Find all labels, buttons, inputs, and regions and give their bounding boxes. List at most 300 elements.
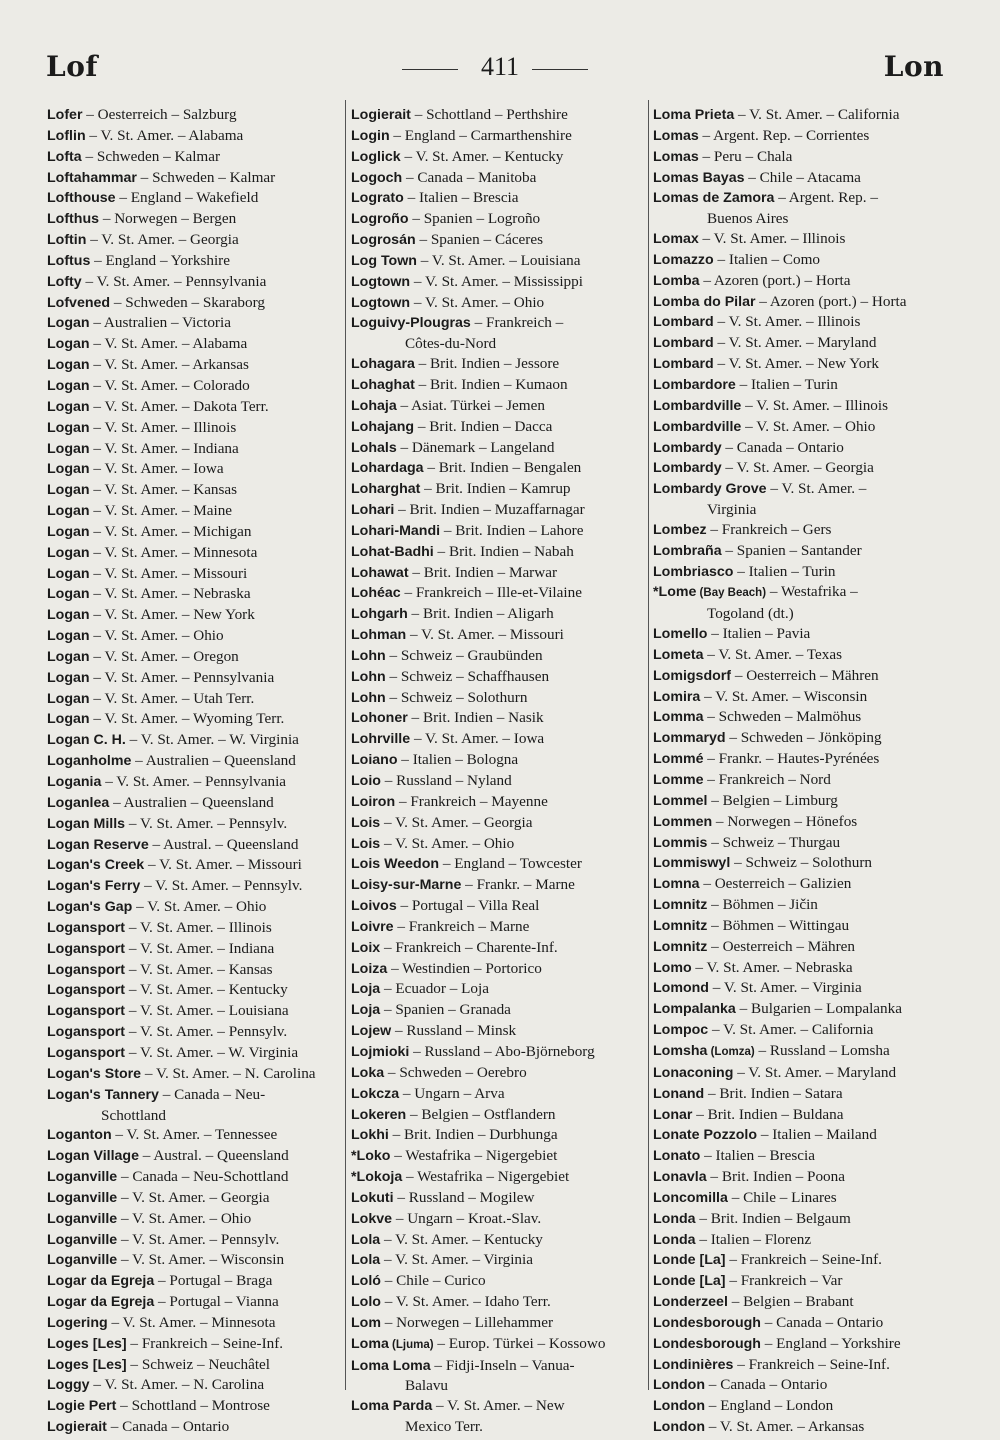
- place-name: Lohajang: [351, 418, 415, 435]
- place-location: – Schweden – Jönköping: [725, 729, 882, 747]
- place-location: – Belgien – Ostflandern: [406, 1105, 556, 1123]
- place-name: Loganton: [47, 1127, 112, 1144]
- place-name: Lojew: [351, 1023, 392, 1040]
- place-name: Lohn: [351, 647, 386, 664]
- place-location: – Schweiz – Graubünden: [385, 646, 543, 664]
- gazetteer-entry: [47, 1001, 340, 1022]
- place-location: – Spanien – Santander: [721, 541, 862, 559]
- gazetteer-entry: [47, 1250, 340, 1271]
- gazetteer-entry: [351, 563, 646, 584]
- gazetteer-entry: [653, 1209, 953, 1230]
- place-location: – V. St. Amer. – W. Virginia: [125, 1043, 299, 1061]
- place-location: – V. St. Amer. – Missouri: [89, 564, 248, 582]
- gazetteer-entry: [653, 1020, 953, 1041]
- gazetteer-entry: [653, 1230, 953, 1251]
- gazetteer-entry: [653, 812, 953, 833]
- place-location: – Canada – Neu-Schottland: [117, 1168, 289, 1186]
- place-name: Lohardaga: [351, 460, 424, 477]
- gazetteer-entry: [653, 1146, 953, 1167]
- entry-continuation: Côtes-du-Nord: [405, 335, 497, 353]
- place-location: – Westafrika –: [766, 583, 858, 601]
- place-name: Logan Village: [47, 1148, 139, 1165]
- place-name: Lohrville: [351, 731, 411, 748]
- place-name: Loguivy-Plougras: [351, 315, 471, 332]
- place-name: Londinières: [653, 1356, 734, 1373]
- gazetteer-entry: [351, 1042, 646, 1063]
- running-head-right: Lon: [883, 50, 944, 83]
- gazetteer-entry: [653, 1105, 953, 1126]
- gazetteer-entry: [653, 895, 953, 916]
- place-name: Lofty: [47, 273, 82, 290]
- place-location: – V. St. Amer. – Georgia: [86, 231, 239, 249]
- gazetteer-entry: [47, 1125, 340, 1146]
- header-rule-right: [532, 69, 588, 70]
- gazetteer-entry: [653, 105, 953, 126]
- place-name: London: [653, 1398, 705, 1415]
- gazetteer-entry: [47, 313, 340, 334]
- place-location: – Brit. Indien – Muzaffarnagar: [394, 501, 585, 519]
- gazetteer-entry: [351, 313, 646, 334]
- place-name: Lois: [351, 835, 381, 852]
- place-location: – Schweden – Kalmar: [136, 168, 276, 186]
- gazetteer-entry: [47, 1146, 340, 1167]
- place-name: Logie Pert: [47, 1398, 117, 1415]
- gazetteer-entry: [47, 418, 340, 439]
- place-location: – Frankreich – Gers: [706, 520, 832, 538]
- place-location: – V. St. Amer. – N. Carolina: [141, 1064, 316, 1082]
- place-location: – Oesterreich – Mähren: [707, 937, 855, 955]
- place-location: – V. St. Amer. – Kansas: [89, 481, 238, 499]
- place-name: Lom: [351, 1314, 381, 1331]
- place-location: – V. St. Amer. – Georgia: [380, 813, 533, 831]
- place-location: – Italien – Pavia: [707, 625, 811, 643]
- gazetteer-entry: [47, 1271, 340, 1292]
- place-location: – Brit. Indien – Satara: [704, 1084, 843, 1102]
- gazetteer-entry: [653, 438, 953, 459]
- gazetteer-entry: [47, 251, 340, 272]
- place-location: – Chile – Curico: [380, 1272, 486, 1290]
- place-location: – Frankreich – Seine-Inf.: [126, 1334, 284, 1352]
- place-name: Loges [Les]: [47, 1356, 127, 1373]
- place-location: – V. St. Amer. – Oregon: [89, 647, 239, 665]
- place-name: Lombardy Grove: [653, 481, 767, 498]
- place-location: – Schottland – Perthshire: [410, 106, 568, 123]
- gazetteer-entry: [653, 1334, 953, 1355]
- place-location: – V. St. Amer. – New: [432, 1397, 565, 1415]
- gazetteer-entry: [653, 853, 953, 874]
- gazetteer-entry: [47, 397, 340, 418]
- place-location: – Austral. – Queensland: [138, 1147, 289, 1165]
- gazetteer-entry: [47, 793, 340, 814]
- place-location: – Schweiz – Neuchâtel: [126, 1355, 271, 1373]
- entry-continuation: Balavu: [405, 1377, 449, 1395]
- gazetteer-entry: [653, 728, 953, 749]
- gazetteer-entry: [653, 1417, 953, 1438]
- place-name: Lois Weedon: [351, 856, 440, 873]
- place-location: – Brit. Indien – Jessore: [414, 355, 560, 373]
- place-location: – Italien – Florenz: [695, 1230, 812, 1248]
- gazetteer-entry: [351, 479, 646, 500]
- gazetteer-entry: [47, 1375, 340, 1396]
- place-name: Logroño: [351, 211, 409, 228]
- place-location: – Canada – Ontario: [721, 438, 844, 456]
- place-name: Lohat-Badhi: [351, 543, 434, 560]
- place-location: – V. St. Amer. – Illinois: [125, 918, 272, 936]
- gazetteer-entry: [351, 521, 646, 542]
- place-location: – Canada – Ontario: [760, 1313, 884, 1331]
- alt-name: (Bay Beach): [696, 587, 767, 600]
- place-name: Lombardville: [653, 397, 742, 414]
- place-name: Logansport: [47, 1003, 126, 1020]
- place-location: – Russland – Mogilew: [393, 1188, 535, 1206]
- place-name: Lohoner: [351, 710, 408, 727]
- place-name: Lombardville: [653, 418, 742, 435]
- place-name: Loganville: [47, 1231, 118, 1248]
- gazetteer-entry: [653, 1396, 953, 1417]
- place-name: Logan: [47, 357, 90, 374]
- column-divider: [648, 100, 649, 1390]
- gazetteer-entry: [653, 562, 953, 583]
- place-location: – V. St. Amer. – Michigan: [89, 522, 252, 540]
- gazetteer-entry: [653, 1167, 953, 1188]
- place-name: Londa: [653, 1231, 696, 1248]
- place-name: Loivre: [351, 918, 394, 935]
- gazetteer-entry: [351, 1250, 646, 1271]
- gazetteer-entry: [653, 250, 953, 271]
- place-location: – V. St. Amer. – Pennsylv.: [117, 1230, 280, 1248]
- place-name: Logan: [47, 711, 90, 728]
- place-name: Logan: [47, 586, 90, 603]
- gazetteer-entry: [47, 1355, 340, 1376]
- place-location: – Brit. Indien – Belgaum: [695, 1209, 851, 1227]
- gazetteer-entry: [351, 458, 646, 479]
- place-location: – V. St. Amer. – Tennessee: [111, 1126, 278, 1144]
- gazetteer-entry: [47, 1085, 340, 1106]
- place-name: Logan: [47, 690, 90, 707]
- place-name: Logansport: [47, 1044, 126, 1061]
- gazetteer-entry: [47, 897, 340, 918]
- place-location: – V. St. Amer. – Minnesota: [89, 543, 258, 561]
- place-location: – V. St. Amer. – Missouri: [406, 626, 564, 644]
- place-location: – Frankreich – Marne: [393, 917, 530, 935]
- place-location: – Austral. – Queensland: [148, 835, 299, 853]
- place-location: – Oesterreich – Mähren: [731, 666, 879, 684]
- gazetteer-entry: [47, 918, 340, 939]
- place-location: – Brit. Indien – Durbhunga: [388, 1126, 558, 1144]
- place-name: Lommel: [653, 792, 708, 809]
- place-location: – Ungarn – Kroat.-Slav.: [392, 1209, 542, 1227]
- gazetteer-entry: [47, 272, 340, 293]
- gazetteer-entry: [47, 668, 340, 689]
- place-location: – V. St. Amer. – Maryland: [733, 1063, 897, 1081]
- place-location: – V. St. Amer. – Iowa: [89, 460, 224, 478]
- place-location: – England – Towcester: [439, 855, 582, 873]
- place-location: – V. St. Amer. – Louisiana: [125, 1002, 289, 1020]
- gazetteer-entry: [653, 999, 953, 1020]
- place-name: Lokuti: [351, 1189, 394, 1206]
- place-name: Lohéac: [351, 585, 401, 602]
- gazetteer-entry: [47, 814, 340, 835]
- place-location: – England – Carmarthenshire: [389, 126, 572, 144]
- place-name: Loja: [351, 981, 381, 998]
- place-location: – Frankreich – Seine-Inf.: [733, 1355, 890, 1373]
- gazetteer-entry: [351, 625, 646, 646]
- place-name: Loiron: [351, 793, 396, 810]
- place-location: – Spanien – Granada: [380, 1001, 511, 1019]
- place-name: Logan C. H.: [47, 732, 126, 749]
- place-location: – Norwegen – Hönefos: [712, 812, 858, 830]
- place-location: – V. St. Amer. – Virginia: [380, 1251, 533, 1269]
- place-location: – Bulgarien – Lompalanka: [735, 1000, 902, 1018]
- place-location: – Frankreich – Var: [725, 1272, 843, 1290]
- gazetteer-entry: [351, 771, 646, 792]
- place-name: Logering: [47, 1314, 108, 1331]
- place-location: – V. St. Amer. – Indiana: [125, 939, 275, 957]
- place-location: – Brit. Indien – Kamrup: [420, 480, 571, 498]
- place-location: – V. St. Amer. – Louisiana: [416, 251, 581, 269]
- place-location: – Brit. Indien – Lahore: [440, 521, 584, 539]
- page-number: 411: [480, 52, 520, 81]
- place-name: Lomas Bayas: [653, 169, 745, 186]
- gazetteer-entry: [47, 1188, 340, 1209]
- column-divider: [345, 100, 346, 1390]
- place-name: Loncomilla: [653, 1189, 728, 1206]
- place-location: – V. St. Amer. – California: [734, 106, 900, 123]
- gazetteer-entry: [47, 459, 340, 480]
- place-name: Logan's Gap: [47, 899, 133, 916]
- place-location: – Italien – Como: [713, 250, 821, 268]
- alt-name: (Lomza): [707, 1045, 755, 1058]
- gazetteer-entry: [47, 939, 340, 960]
- place-name: Loftin: [47, 232, 87, 249]
- gazetteer-entry: [351, 1209, 646, 1230]
- gazetteer-entry: [351, 896, 646, 917]
- place-location: – Böhmen – Wittingau: [707, 916, 850, 934]
- gazetteer-entry: [351, 834, 646, 855]
- gazetteer-entry: [653, 645, 953, 666]
- place-name: Lohgarh: [351, 606, 408, 623]
- place-name: Lonate Pozzolo: [653, 1127, 758, 1144]
- gazetteer-entry: [351, 1021, 646, 1042]
- gazetteer-entry: [47, 584, 340, 605]
- place-location: – V. St. Amer. – New York: [713, 355, 879, 373]
- gazetteer-entry: [653, 312, 953, 333]
- place-location: – V. St. Amer. – Arkansas: [89, 356, 249, 374]
- gazetteer-entry: [653, 126, 953, 147]
- gazetteer-entry: [653, 978, 953, 999]
- gazetteer-entry: [351, 126, 646, 147]
- place-name: Logar da Egreja: [47, 1294, 155, 1311]
- gazetteer-entry: [653, 707, 953, 728]
- place-name: Logrosán: [351, 232, 416, 249]
- place-location: – V. St. Amer. – Illinois: [89, 418, 237, 436]
- place-location: – Spanien – Logroño: [408, 210, 541, 228]
- place-location: – Italien – Turin: [733, 562, 836, 580]
- place-name: Logan: [47, 628, 90, 645]
- place-name: Loganholme: [47, 753, 132, 770]
- gazetteer-entry: [47, 1396, 340, 1417]
- gazetteer-entry: [47, 772, 340, 793]
- place-location: – Westindien – Portorico: [387, 959, 542, 977]
- place-name: Lokcza: [351, 1085, 400, 1102]
- gazetteer-entry: [351, 667, 646, 688]
- gazetteer-entry: [351, 1334, 646, 1356]
- place-name: Lokeren: [351, 1106, 407, 1123]
- place-name: Loma Loma: [351, 1357, 431, 1374]
- gazetteer-entry: [351, 1125, 646, 1146]
- place-name: Lombard: [653, 356, 714, 373]
- gazetteer-entry: [653, 271, 953, 292]
- place-name: Lomna: [653, 876, 700, 893]
- gazetteer-entry: [351, 708, 646, 729]
- gazetteer-entry: [47, 376, 340, 397]
- place-location: – Schweden – Skaraborg: [110, 293, 265, 311]
- place-name: Lois: [351, 814, 381, 831]
- place-location: – V. St. Amer. – Colorado: [89, 376, 250, 394]
- place-name: *Lome: [653, 584, 697, 601]
- entry-continuation: Schottland: [101, 1106, 166, 1124]
- place-name: Lomas: [653, 127, 699, 144]
- place-location: – V. St. Amer. – Pennsylvania: [89, 668, 275, 686]
- place-name: Logan: [47, 544, 90, 561]
- place-location: – Oesterreich – Galizien: [699, 875, 852, 893]
- running-head-left: Lof: [46, 50, 98, 83]
- place-location: – V. St. Amer. – New York: [89, 606, 255, 624]
- gazetteer-entry: [351, 583, 646, 604]
- place-name: Lohaghat: [351, 376, 415, 393]
- gazetteer-entry: [47, 1292, 340, 1313]
- place-location: – Schweiz – Thurgau: [707, 833, 841, 851]
- place-location: – V. St. Amer. – N. Carolina: [89, 1376, 265, 1394]
- gazetteer-entry: [47, 105, 340, 126]
- place-name: Lombriasco: [653, 563, 734, 580]
- place-location: – England – Yorkshire: [760, 1334, 901, 1352]
- place-name: Loka: [351, 1064, 385, 1081]
- place-location: – V. St. Amer. – Georgia: [117, 1188, 270, 1206]
- gazetteer-entry: [47, 1313, 340, 1334]
- place-name: Lokve: [351, 1210, 393, 1227]
- gazetteer-entry: [47, 960, 340, 981]
- place-name: Lojmioki: [351, 1043, 410, 1060]
- gazetteer-entry: [47, 855, 340, 876]
- place-location: – V. St. Amer. – Kentucky: [400, 147, 564, 165]
- place-location: – V. St. Amer. – Maine: [89, 502, 233, 520]
- place-location: – Spanien – Cáceres: [415, 231, 544, 249]
- gazetteer-entry: [653, 916, 953, 937]
- place-name: Logan: [47, 419, 90, 436]
- gazetteer-entry: [351, 1230, 646, 1251]
- place-location: – Frankreich –: [470, 314, 564, 332]
- place-name: *Loko: [351, 1148, 391, 1165]
- gazetteer-entry: [351, 1063, 646, 1084]
- place-location: – V. St. Amer. – Wyoming Terr.: [89, 710, 285, 728]
- place-name: Lonavla: [653, 1169, 707, 1186]
- place-name: Loganville: [47, 1210, 118, 1227]
- entry-continuation: Buenos Aires: [707, 210, 789, 228]
- gazetteer-entry: [351, 1188, 646, 1209]
- gazetteer-entry: [351, 979, 646, 1000]
- place-name: Lomsha: [653, 1042, 708, 1059]
- place-location: – V. St. Amer. – Ohio: [741, 417, 876, 435]
- place-name: Logan: [47, 669, 90, 686]
- place-name: Lonand: [653, 1085, 705, 1102]
- place-location: – England – Yorkshire: [90, 251, 230, 269]
- place-name: Lompalanka: [653, 1001, 736, 1018]
- place-name: Lofta: [47, 148, 82, 165]
- place-location: – V. St. Amer. – Ohio: [117, 1209, 252, 1227]
- place-location: – V. St. Amer. – Wisconsin: [700, 687, 868, 705]
- place-name: Log Town: [351, 252, 417, 269]
- place-location: – Dänemark – Langeland: [396, 438, 555, 456]
- place-name: Lohawat: [351, 564, 409, 581]
- place-location: – V. St. Amer. – Missouri: [144, 856, 302, 874]
- place-name: *Lokoja: [351, 1169, 403, 1186]
- place-name: Loma Prieta: [653, 107, 735, 123]
- gazetteer-entry: [47, 522, 340, 543]
- gazetteer-entry: [47, 647, 340, 668]
- gazetteer-entry: [351, 105, 646, 126]
- place-location: – Australien – Queensland: [109, 793, 274, 811]
- place-location: – V. St. Amer. – W. Virginia: [125, 731, 299, 749]
- alt-name: (Ljuma): [388, 1338, 434, 1351]
- place-location: – Australien – Victoria: [89, 314, 231, 332]
- place-location: – V. St. Amer. – Kansas: [125, 960, 273, 978]
- place-location: – Italien – Bologna: [397, 751, 519, 769]
- entries-column-2: [351, 105, 646, 1436]
- gazetteer-entry: [653, 479, 953, 500]
- gazetteer-entry: [351, 854, 646, 875]
- gazetteer-entry: [351, 1396, 646, 1417]
- place-location: – V. St. Amer. – Ohio: [380, 834, 515, 852]
- place-name: Lograto: [351, 190, 404, 207]
- entry-continuation: Virginia: [707, 501, 757, 519]
- place-name: Loio: [351, 773, 381, 789]
- place-location: – Frankreich – Mayenne: [395, 792, 548, 810]
- place-location: – Fidji-Inseln – Vanua-: [430, 1356, 575, 1374]
- gazetteer-entry: [351, 1313, 646, 1334]
- place-name: Loisy-sur-Marne: [351, 877, 462, 894]
- place-name: Login: [351, 127, 390, 144]
- gazetteer-entry: [47, 1022, 340, 1043]
- gazetteer-entry: [653, 229, 953, 250]
- place-name: Logar da Egreja: [47, 1273, 155, 1290]
- place-name: Logierait: [351, 107, 411, 123]
- place-location: – V. St. Amer. – Pennsylv.: [125, 814, 288, 832]
- gazetteer-entry: [653, 292, 953, 313]
- place-location: – Chile – Linares: [727, 1188, 837, 1206]
- place-name: Logansport: [47, 919, 126, 936]
- gazetteer-entry: [653, 1292, 953, 1313]
- place-name: Logan: [47, 377, 90, 394]
- place-name: Loma: [351, 1335, 389, 1352]
- place-name: Londe [La]: [653, 1252, 726, 1269]
- gazetteer-entry: [351, 293, 646, 314]
- place-location: – Italien – Turin: [735, 375, 838, 393]
- gazetteer-entry: [653, 520, 953, 541]
- place-name: Lonaconing: [653, 1064, 734, 1081]
- place-location: – V. St. Amer. – Nebraska: [691, 958, 853, 976]
- place-location: – Brit. Indien – Dacca: [414, 417, 553, 435]
- place-name: London: [653, 1377, 705, 1394]
- gazetteer-entry: [351, 959, 646, 980]
- place-location: – V. St. Amer. – Alabama: [85, 126, 244, 144]
- place-name: Lomo: [653, 959, 692, 976]
- place-name: Logan: [47, 565, 90, 582]
- place-location: – V. St. Amer. – California: [708, 1021, 874, 1039]
- place-location: – V. St. Amer. – Iowa: [410, 730, 545, 748]
- gazetteer-entry: [47, 751, 340, 772]
- gazetteer-entry: [653, 188, 953, 209]
